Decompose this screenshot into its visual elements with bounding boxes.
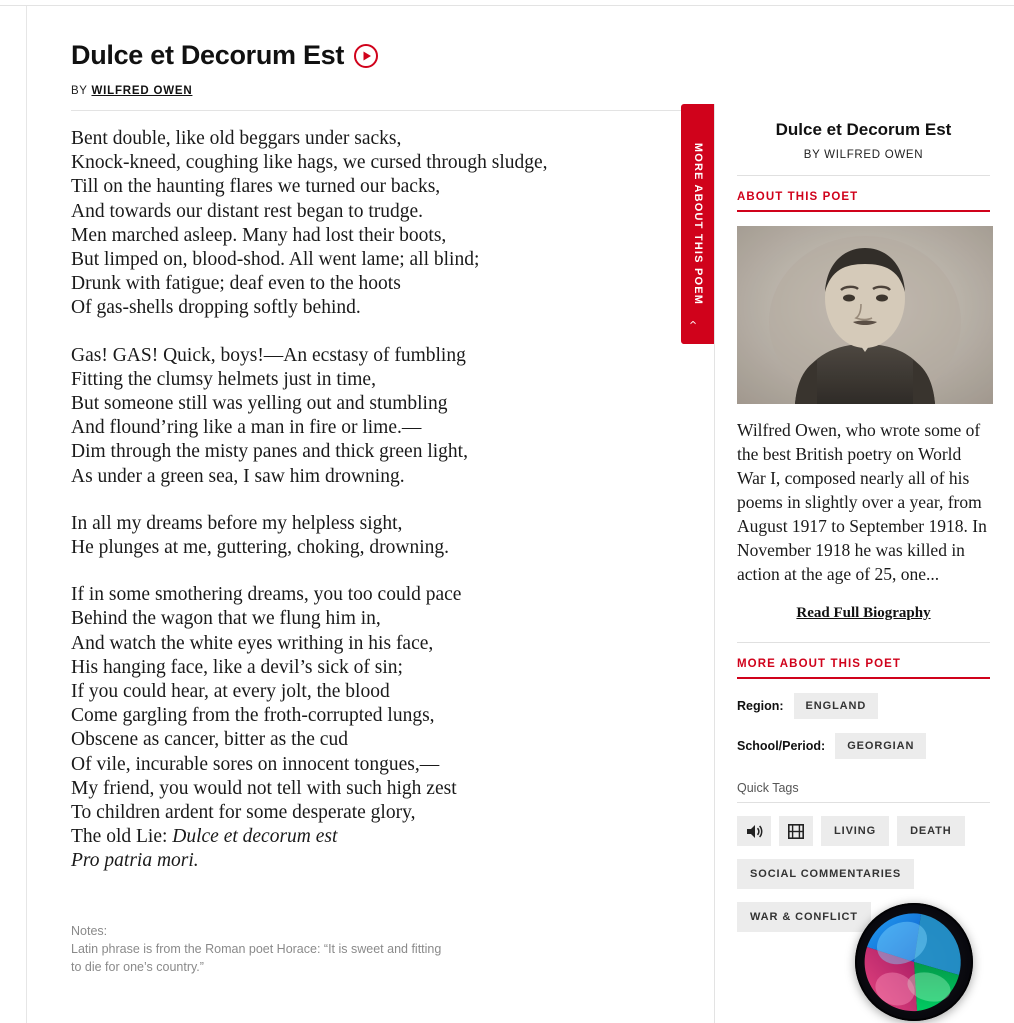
poem-line: But limped on, blood-shod. All went lame; all blind; <box>71 249 480 271</box>
poem-line: If in some smothering dreams, you too could pace <box>71 584 462 606</box>
poem-body <box>71 127 671 874</box>
read-biography-row <box>737 604 990 622</box>
byline-prefix: BY <box>71 85 88 97</box>
quick-tags-row-2 <box>737 859 990 889</box>
stanza <box>71 127 671 321</box>
poem-line-italic: Pro patria mori. <box>71 850 199 872</box>
notes-text: Latin phrase is from the Roman poet Horace: “It is sweet and fitting to die for one’s country.” <box>71 941 442 974</box>
tag-war-and-conflict[interactable]: WAR & CONFLICT <box>737 902 871 932</box>
poem-line-plain: The old Lie: <box>71 826 173 848</box>
video-icon[interactable] <box>779 816 813 846</box>
byline <box>71 83 671 97</box>
poem-line: And watch the white eyes writhing in his face, <box>71 632 434 654</box>
poem-line: In all my dreams before my helpless sight, <box>71 512 403 534</box>
poem-article <box>71 40 671 976</box>
region-row <box>737 693 990 719</box>
page-title: Dulce et Decorum Est <box>71 40 345 70</box>
poem-line: His hanging face, like a devil’s sick of sin; <box>71 656 403 678</box>
poem-line: Obscene as cancer, bitter as the cud <box>71 729 348 751</box>
school-period-row <box>737 733 990 759</box>
poem-line: To children ardent for some desperate glory, <box>71 802 416 824</box>
poem-line: If you could hear, at every jolt, the blood <box>71 681 390 703</box>
poem-line: My friend, you would not tell with such high zest <box>71 777 457 799</box>
stanza <box>71 344 671 489</box>
poem-line: Drunk with fatigue; deaf even to the hoots <box>71 273 401 295</box>
poem-line-mixed <box>71 825 671 849</box>
poem-line: Dim through the misty panes and thick green light, <box>71 441 468 463</box>
poem-line: Come gargling from the froth-corrupted lungs, <box>71 705 435 727</box>
quick-tags-row-1 <box>737 816 990 846</box>
region-value-pill[interactable]: ENGLAND <box>794 693 879 719</box>
siri-orb[interactable] <box>855 903 973 1021</box>
poet-portrait <box>737 226 993 404</box>
poem-line: Bent double, like old beggars under sacks, <box>71 128 402 149</box>
poem-line: Of gas-shells dropping softly behind. <box>71 297 361 319</box>
poem-line: Till on the haunting flares we turned our backs, <box>71 176 441 198</box>
about-this-poet-heading: ABOUT THIS POET <box>737 191 990 212</box>
poem-line: Knock-kneed, coughing like hags, we cursed through sludge, <box>71 152 548 174</box>
author-link[interactable]: WILFRED OWEN <box>91 85 193 97</box>
tag-social-commentaries[interactable]: SOCIAL COMMENTARIES <box>737 859 914 889</box>
play-circle-icon[interactable] <box>354 44 378 68</box>
poem-line: He plunges at me, guttering, choking, drowning. <box>71 537 450 559</box>
poem-notes <box>71 922 451 976</box>
notes-label: Notes: <box>71 923 108 938</box>
top-bar <box>0 0 1014 6</box>
poem-line: Behind the wagon that we flung him in, <box>71 608 381 630</box>
poem-line: And flound’ring like a man in fire or lime.— <box>71 417 422 439</box>
more-about-this-poem-tab[interactable] <box>681 104 714 344</box>
tag-living[interactable]: LIVING <box>821 816 889 846</box>
poet-bio: Wilfred Owen, who wrote some of the best British poetry on World War I, composed nearly all of his poems in slightly over a year, from August 1917 to September 1918. In November 1918 he was killed in action at the age of 25, one... <box>737 420 987 584</box>
school-period-value-pill[interactable]: GEORGIAN <box>835 733 926 759</box>
poem-line-italic: Dulce et decorum est <box>172 826 338 848</box>
tag-death[interactable]: DEATH <box>897 816 965 846</box>
poem-sidebar <box>714 104 1012 1023</box>
read-full-biography-link[interactable]: Read Full Biography <box>796 605 931 621</box>
quick-tags-label: Quick Tags <box>737 781 990 803</box>
poem-line: Fitting the clumsy helmets just in time, <box>71 368 376 390</box>
stanza <box>71 583 671 873</box>
region-label: Region: <box>737 699 784 713</box>
sidebar-divider <box>737 642 990 643</box>
more-about-this-poet-heading: MORE ABOUT THIS POET <box>737 658 990 679</box>
poem-line: Of vile, incurable sores on innocent tongues,— <box>71 753 440 775</box>
sidebar-byline: BY WILFRED OWEN <box>737 149 990 176</box>
poem-line: As under a green sea, I saw him drowning. <box>71 465 405 487</box>
poem-line: And towards our distant rest began to trudge. <box>71 200 424 222</box>
title-row <box>71 40 671 71</box>
stanza <box>71 512 671 560</box>
chevron-left-icon: ‹ <box>686 320 702 325</box>
audio-icon[interactable] <box>737 816 771 846</box>
more-about-this-poem-label: MORE ABOUT THIS POEM <box>691 142 704 306</box>
sidebar-poem-title: Dulce et Decorum Est <box>775 120 952 139</box>
poem-line: Men marched asleep. Many had lost their boots, <box>71 224 447 246</box>
poem-line: Gas! GAS! Quick, boys!—An ecstasy of fumbling <box>71 344 466 366</box>
poem-line: But someone still was yelling out and stumbling <box>71 393 448 415</box>
left-margin-rule <box>26 6 27 1023</box>
school-period-label: School/Period: <box>737 739 826 753</box>
